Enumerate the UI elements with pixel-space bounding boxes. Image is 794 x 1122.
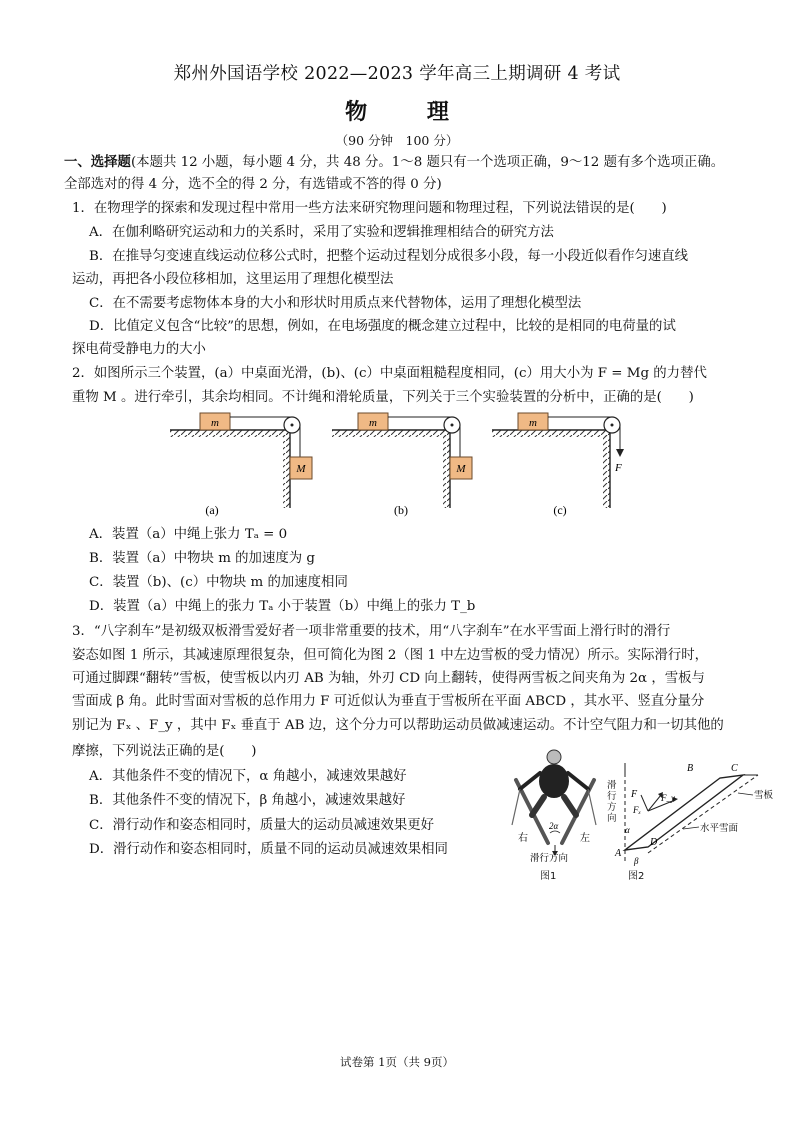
fig2-direction-label: 滑行方向 xyxy=(607,780,617,824)
force-arrow-head xyxy=(616,449,624,457)
skier-head xyxy=(547,750,561,764)
arm-right xyxy=(568,773,588,789)
fig2-caption: 图2 xyxy=(628,871,645,882)
board-leader xyxy=(738,793,753,795)
block-m-label: m xyxy=(211,417,219,429)
q2-figure xyxy=(160,405,640,523)
q1-stem: 1．在物理学的探索和发现过程中常用一些方法来研究物理问题和物理过程，下列说法错误的是( ) xyxy=(72,201,667,216)
q2-stem-cont: 重物 M 。进行牵引，其余均相同。不计绳和滑轮质量，下列关于三个实验装置的分析中，正确的是( ) xyxy=(72,390,694,405)
force-F-label: F xyxy=(631,789,638,800)
section-instructions-line2: 全部选对的得 4 分，选不全的得 2 分，有选错或不答的得 0 分) xyxy=(64,177,442,192)
vertex-B: B xyxy=(687,763,694,774)
vertex-A: A xyxy=(615,848,622,859)
left-label: 左 xyxy=(580,833,590,844)
q2-option-d: D．装置（a）中绳上的张力 Tₐ 小于装置（b）中绳上的张力 T_b xyxy=(89,599,476,614)
q3-stem-4: 雪面成 β 角。此时雪面对雪板的总作用力 F 可近似认为垂直于雪板所在平面 ABCD ，其水平、竖直分量分 xyxy=(72,694,705,709)
pulley-axle xyxy=(451,424,454,427)
pulley-axle xyxy=(291,424,294,427)
section-instructions xyxy=(64,152,724,173)
hanging-mass-label: M xyxy=(456,463,466,475)
force-Fx-label: Fₓ xyxy=(633,805,642,815)
pole-left xyxy=(512,789,520,825)
label-b: (b) xyxy=(394,503,408,517)
skier-body xyxy=(539,764,569,798)
alpha-label: α xyxy=(625,825,630,835)
pulley-axle xyxy=(611,424,614,427)
q1-option-d: D．比值定义包含“比较”的思想，例如，在电场强度的概念建立过程中，比较的是相同的电荷量的试 xyxy=(89,319,676,334)
q3-stem-6: 摩擦，下列说法正确的是( ) xyxy=(72,744,257,759)
q2-stem: 2．如图所示三个装置，(a）中桌面光滑，(b)、(c）中桌面粗糙程度相同，(c）用大小为 F = Mg 的力替代 xyxy=(72,366,707,381)
q3-stem-2: 姿态如图 1 所示，其减速原理很复杂，但可简化为图 2（图 1 中左边雪板的受力情况）所示。实际滑行时， xyxy=(72,648,709,663)
snowboard-plane xyxy=(625,775,743,850)
direction-label: 滑行方向 xyxy=(530,854,569,864)
surface-label: 水平雪面 xyxy=(700,824,739,834)
table-leg-hatch xyxy=(283,430,290,508)
block-m-label: m xyxy=(529,417,537,429)
page-footer: 试卷第 1页（共 9页） xyxy=(340,1055,454,1069)
q3-figure-1 xyxy=(500,745,608,865)
q2-option-c: C．装置（b)、(c）中物块 m 的加速度相同 xyxy=(89,575,348,590)
label-a: (a) xyxy=(205,503,219,517)
q3-stem: 3．“八字刹车”是初级双板滑雪爱好者一项非常重要的技术，用“八字刹车”在水平雪面上滑行时的滑行 xyxy=(72,624,671,639)
table-hatch xyxy=(492,430,610,437)
table-leg-hatch xyxy=(443,430,450,508)
leg-left xyxy=(532,797,544,815)
apparatus-a xyxy=(170,413,312,517)
q3-option-a: A．其他条件不变的情况下，α 角越小，减速效果越好 xyxy=(89,769,407,784)
table-hatch xyxy=(170,430,290,437)
table-leg-hatch xyxy=(603,430,610,508)
force-Fy-label: F_y xyxy=(661,793,675,803)
vertex-D: D xyxy=(650,837,658,848)
q1-option-b-cont: 运动，再把各小段位移相加，这里运用了理想化模型法 xyxy=(72,272,394,287)
apparatus-b xyxy=(332,413,472,517)
angle-arc xyxy=(550,831,560,833)
force-Fx-line xyxy=(641,795,648,811)
q3-stem-5: 别记为 Fₓ 、F_y ，其中 Fₓ 垂直于 AB 边，这个分力可以帮助运动员做减速运动。不计空气阻力和一切其他的 xyxy=(72,718,724,733)
q1-option-b: B．在推导匀变速直线运动位移公式时，把整个运动过程划分成很多小段，每一小段近似看作匀速直线 xyxy=(89,249,689,264)
q3-figure-2 xyxy=(603,755,785,870)
exam-title: 郑州外国语学校 2022—2023 学年高三上期调研 4 考试 xyxy=(173,64,621,84)
q1-option-a: A．在伽利略研究运动和力的关系时，采用了实验和逻辑推理相结合的研究方法 xyxy=(89,225,554,240)
angle-label: 2α xyxy=(549,821,559,831)
apparatus-c xyxy=(492,413,624,517)
q1-option-d-cont: 探电荷受静电力的大小 xyxy=(72,342,206,357)
fig1-caption: 图1 xyxy=(540,871,557,882)
table-hatch xyxy=(332,430,450,437)
label-c: (c) xyxy=(553,503,567,517)
q3-option-b: B．其他条件不变的情况下，β 角越小，减速效果越好 xyxy=(89,793,406,808)
force-label: F xyxy=(615,462,622,474)
section-instructions-line1: (本题共 12 小题，每小题 4 分，共 48 分。1～8 题只有一个选项正确，9～12 题有多个选项正确。 xyxy=(130,155,725,170)
leg-right xyxy=(564,797,576,815)
board-label: 雪板 xyxy=(754,791,774,801)
arm-left xyxy=(520,773,540,789)
pole-right xyxy=(588,789,596,825)
q3-option-d: D．滑行动作和姿态相同时，质量不同的运动员减速效果相同 xyxy=(89,842,448,857)
section-heading: 一、选择题 xyxy=(64,154,131,170)
right-label: 右 xyxy=(518,833,528,844)
q3-option-c: C．滑行动作和姿态相同时，质量大的运动员减速效果更好 xyxy=(89,818,435,833)
vertex-C: C xyxy=(731,763,738,774)
hanging-mass-label: M xyxy=(296,463,306,475)
q2-option-b: B．装置（a）中物块 m 的加速度为 g xyxy=(89,551,315,566)
surface-leader xyxy=(683,827,699,829)
q1-option-c: C．在不需要考虑物体本身的大小和形状时用质点来代替物体，运用了理想化模型法 xyxy=(89,296,582,311)
q3-stem-3: 可通过脚踝“翻转”雪板，使雪板以内刃 AB 为轴，外刃 CD 向上翻转，使得两雪板之间夹角为 2α ，雪板与 xyxy=(72,671,705,686)
subject-title: 物 理 xyxy=(345,99,475,125)
beta-label: β xyxy=(634,856,639,866)
q2-option-a: A．装置（a）中绳上张力 Tₐ = 0 xyxy=(89,527,288,542)
block-m-label: m xyxy=(369,417,377,429)
horizontal-snow-line xyxy=(648,775,758,853)
time-score: （90 分钟 100 分） xyxy=(335,133,459,148)
